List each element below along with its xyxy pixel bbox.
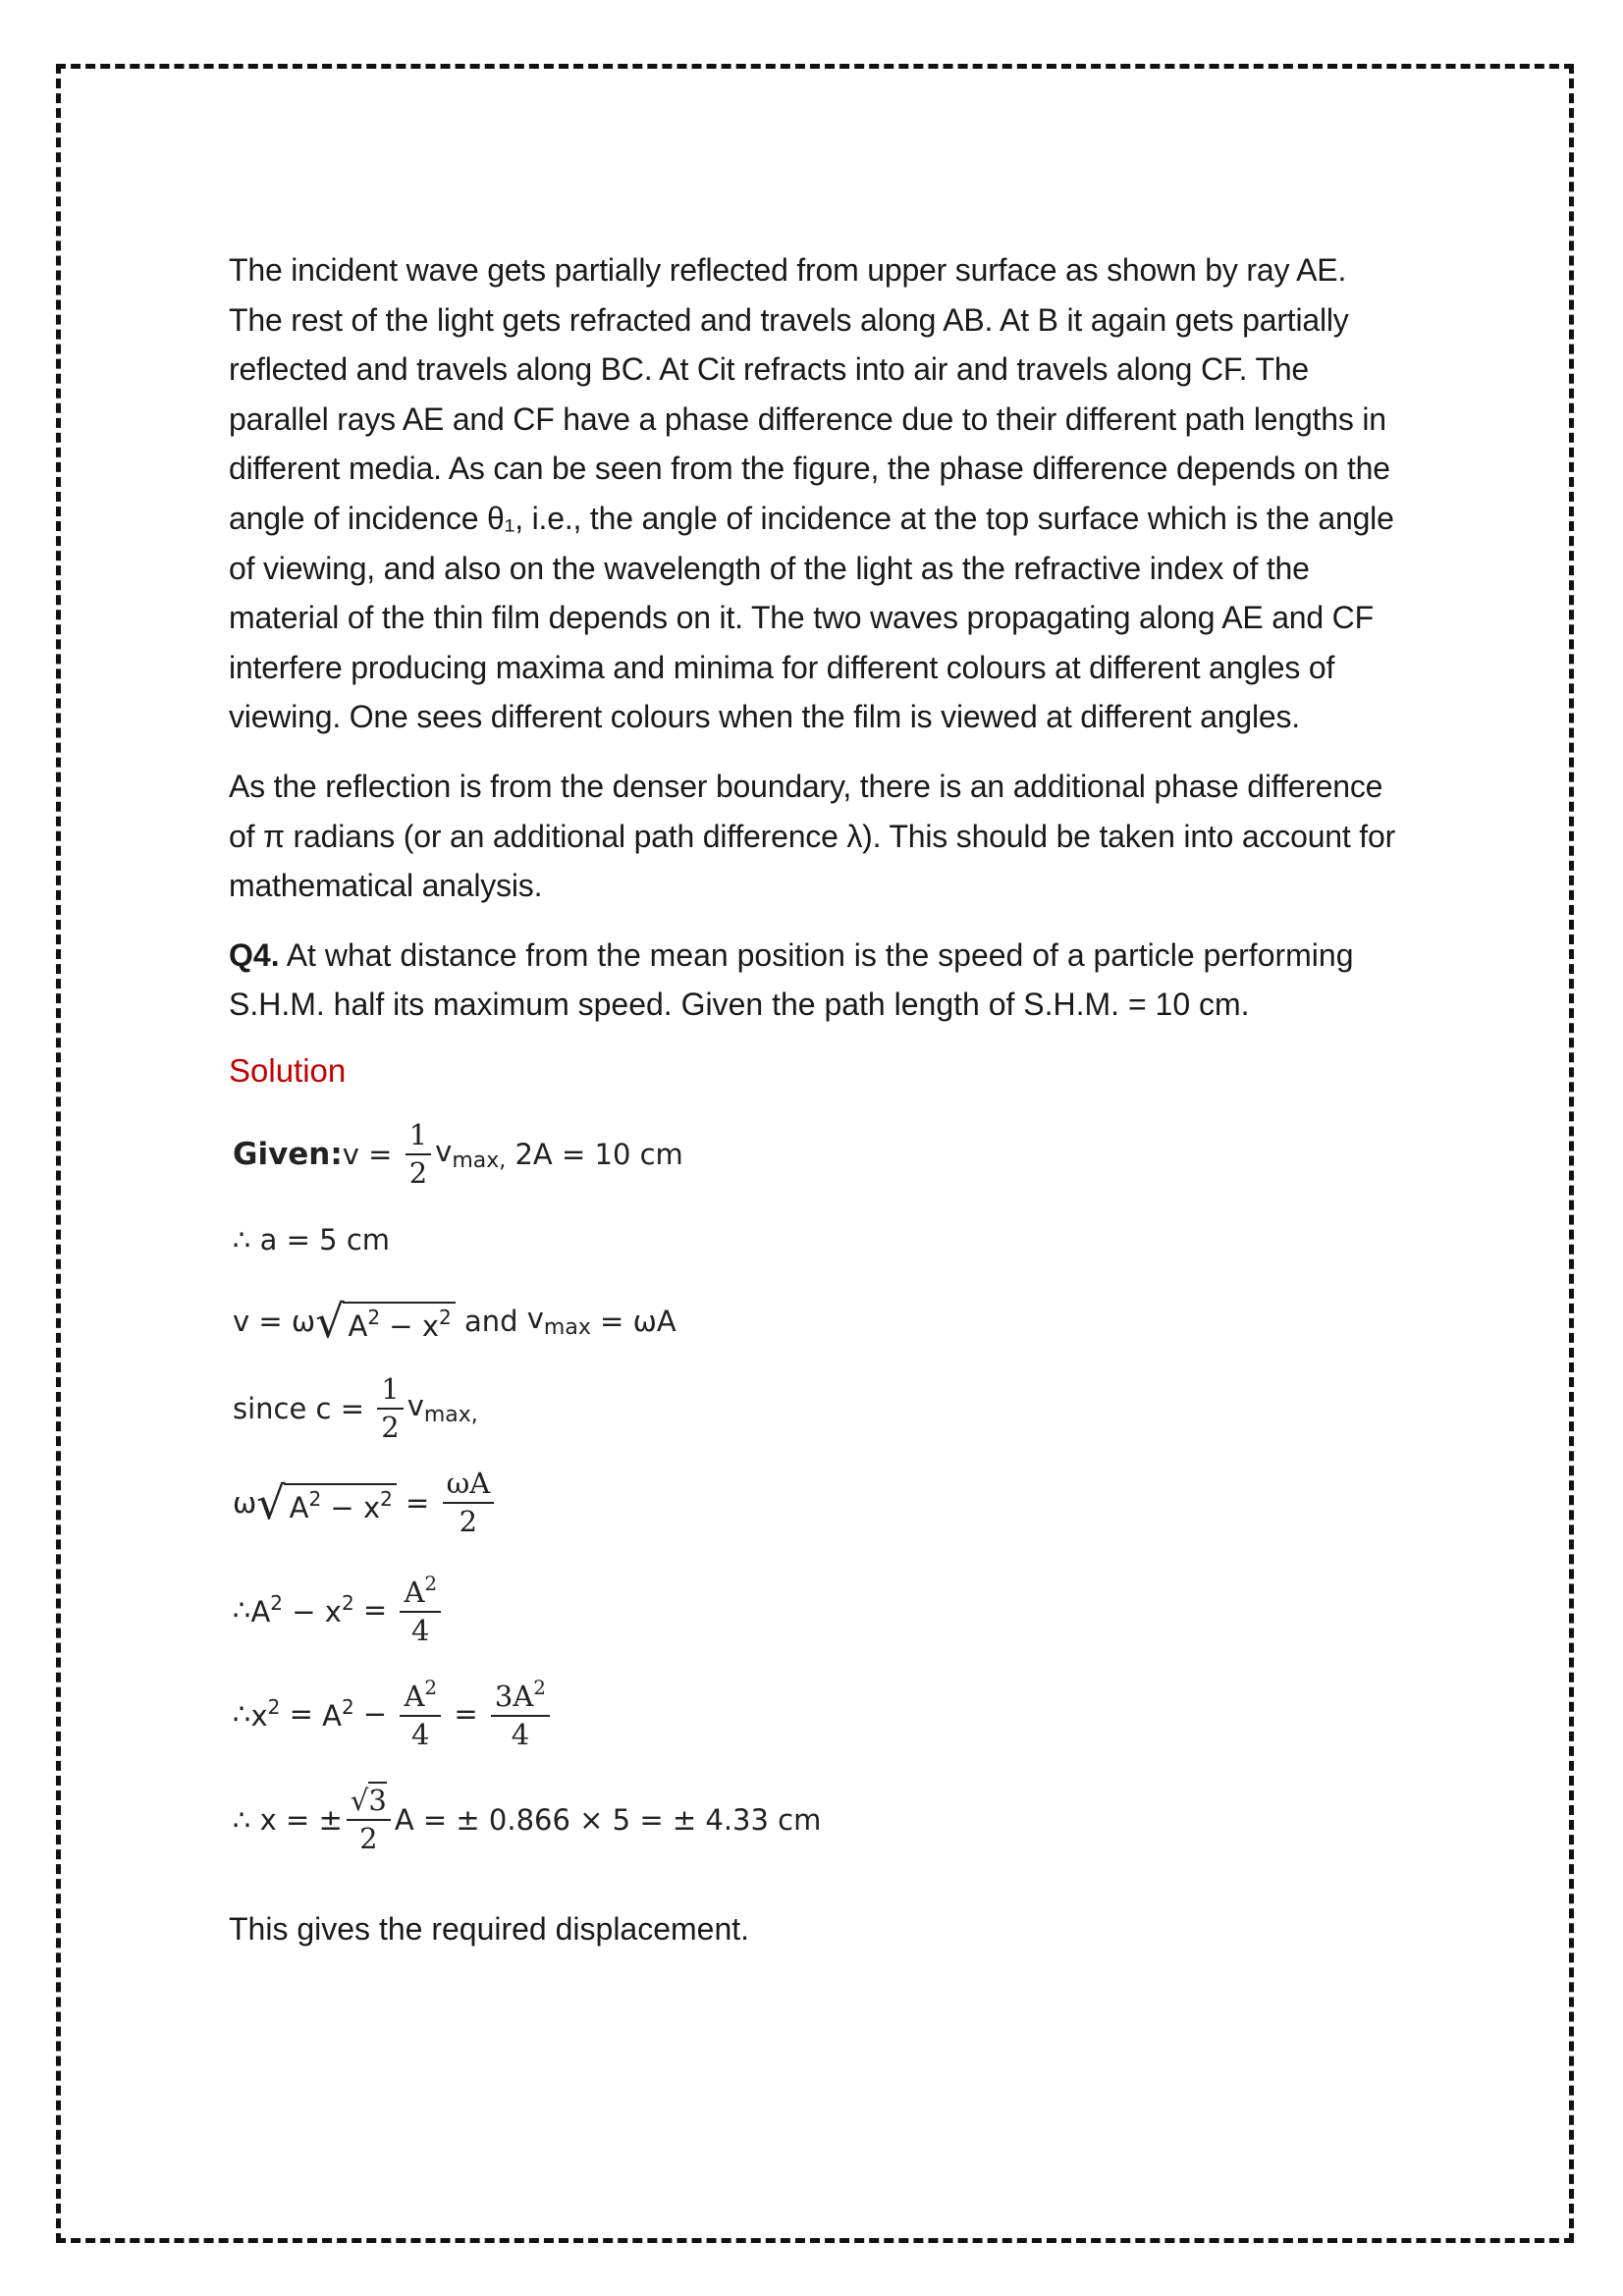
given-rest: 2A = 10 cm: [506, 1137, 683, 1171]
fraction-sqrt3-over-2: $\frac{√3}{2}$: [347, 1785, 391, 1856]
vmax-symbol-3: $v_{max,}$: [406, 1389, 478, 1428]
paragraph-thin-film: The incident wave gets partially reflected from upper surface as shown by ray AE. The rest of the light gets refracted and travels along AB. At B it again gets partially reflected and travels along BC. At Cit refracts into air and travels along CF. The parallel rays AE and CF have a phase difference due to their different path lengths in different media. As can be seen from the figure, the phase difference depends on the angle of incidence θ₁, i.e., the angle of incidence at the top surface which is the angle of viewing, and also on the wavelength of the light as the refractive index of the material of the thin film depends on it. The two waves propagating along AE and CF interfere producing maxima and minima for different colours at different angles of viewing. One sees different colours when the film is viewed at different angles.: [229, 252, 1394, 735]
solution-math: [229, 1110, 1407, 1874]
sqrt-expression-2: √ $A^2 - x^2$: [256, 1480, 397, 1525]
numerator: 1: [406, 1119, 431, 1155]
question-q4: [229, 931, 1407, 1030]
math-final-line: [233, 1766, 1407, 1874]
denominator: 2: [408, 1155, 428, 1190]
math-amplitude-line: [233, 1201, 1407, 1279]
page-content: [229, 245, 1407, 1950]
since-c: since c =: [233, 1391, 374, 1425]
lhs: $x^2$: [250, 1694, 281, 1733]
vmax-omega-a: = ωA: [590, 1304, 676, 1338]
equals-sign: =: [396, 1485, 439, 1520]
vmax-symbol-2: $v_{max}$: [526, 1302, 591, 1341]
question-text: At what distance from the mean position is the speed of a particle performing S.H.M. half its maximum speed. Given the path length of S.H.M. = 10 cm.: [229, 936, 1354, 1023]
equals-sign: =: [445, 1696, 487, 1731]
sqrt-expression: [315, 1294, 456, 1348]
vmax-symbol: $v_{max,}$: [435, 1135, 507, 1174]
solution-heading: Solution: [229, 1051, 347, 1089]
paragraph-phase-difference: As the reflection is from the denser boundary, there is an additional phase difference of π radians (or an additional path difference λ). This should be taken into account for mathematical analysis.: [229, 768, 1396, 904]
given-label: Given:: [233, 1136, 343, 1172]
math-given-line: [233, 1110, 1407, 1199]
fraction-A2-over-4: $\frac{A^2}{4}$: [400, 1573, 441, 1648]
x-equals-pm: ∴ x = ±: [233, 1802, 343, 1837]
amplitude-text: ∴ a = 5 cm: [233, 1222, 391, 1256]
minus-sign: −: [353, 1696, 397, 1731]
therefore-symbol: ∴: [233, 1592, 251, 1627]
fraction-A2-over-4-2: $\frac{A^2}{4}$: [400, 1677, 441, 1752]
v-omega: v = ω: [233, 1304, 316, 1338]
a-squared: $A^2$: [322, 1694, 354, 1733]
question-label: Q4.: [229, 936, 280, 973]
math-step-2: [233, 1662, 1407, 1766]
v-equals: v =: [342, 1137, 402, 1171]
fraction-3A2-over-4: $\frac{3A^2}{4}$: [491, 1677, 550, 1752]
equals-sign: =: [353, 1592, 397, 1627]
therefore-symbol: ∴: [233, 1696, 251, 1731]
radicand: $A^2 - x^2$: [343, 1302, 456, 1344]
fraction-one-half-2: $\frac{1}{2}$: [377, 1373, 403, 1445]
lhs: $A^2 - x^2$: [250, 1590, 354, 1629]
final-result: A = ± 0.866 × 5 = ± 4.33 cm: [394, 1802, 822, 1837]
math-since-line: [233, 1363, 1407, 1454]
fraction-one-half: [406, 1119, 431, 1191]
math-step-1: [233, 1558, 1407, 1662]
closing-sentence: This gives the required displacement.: [229, 1910, 750, 1947]
math-equation-line: [233, 1454, 1407, 1552]
fraction-omegaA-over-2: $\frac{\omega A}{2}$: [443, 1468, 495, 1539]
radical-sign: √: [315, 1294, 345, 1348]
equals-sign: =: [280, 1696, 323, 1731]
math-velocity-line: [233, 1279, 1407, 1363]
omega: ω: [233, 1485, 257, 1520]
and-word: and: [455, 1304, 527, 1338]
